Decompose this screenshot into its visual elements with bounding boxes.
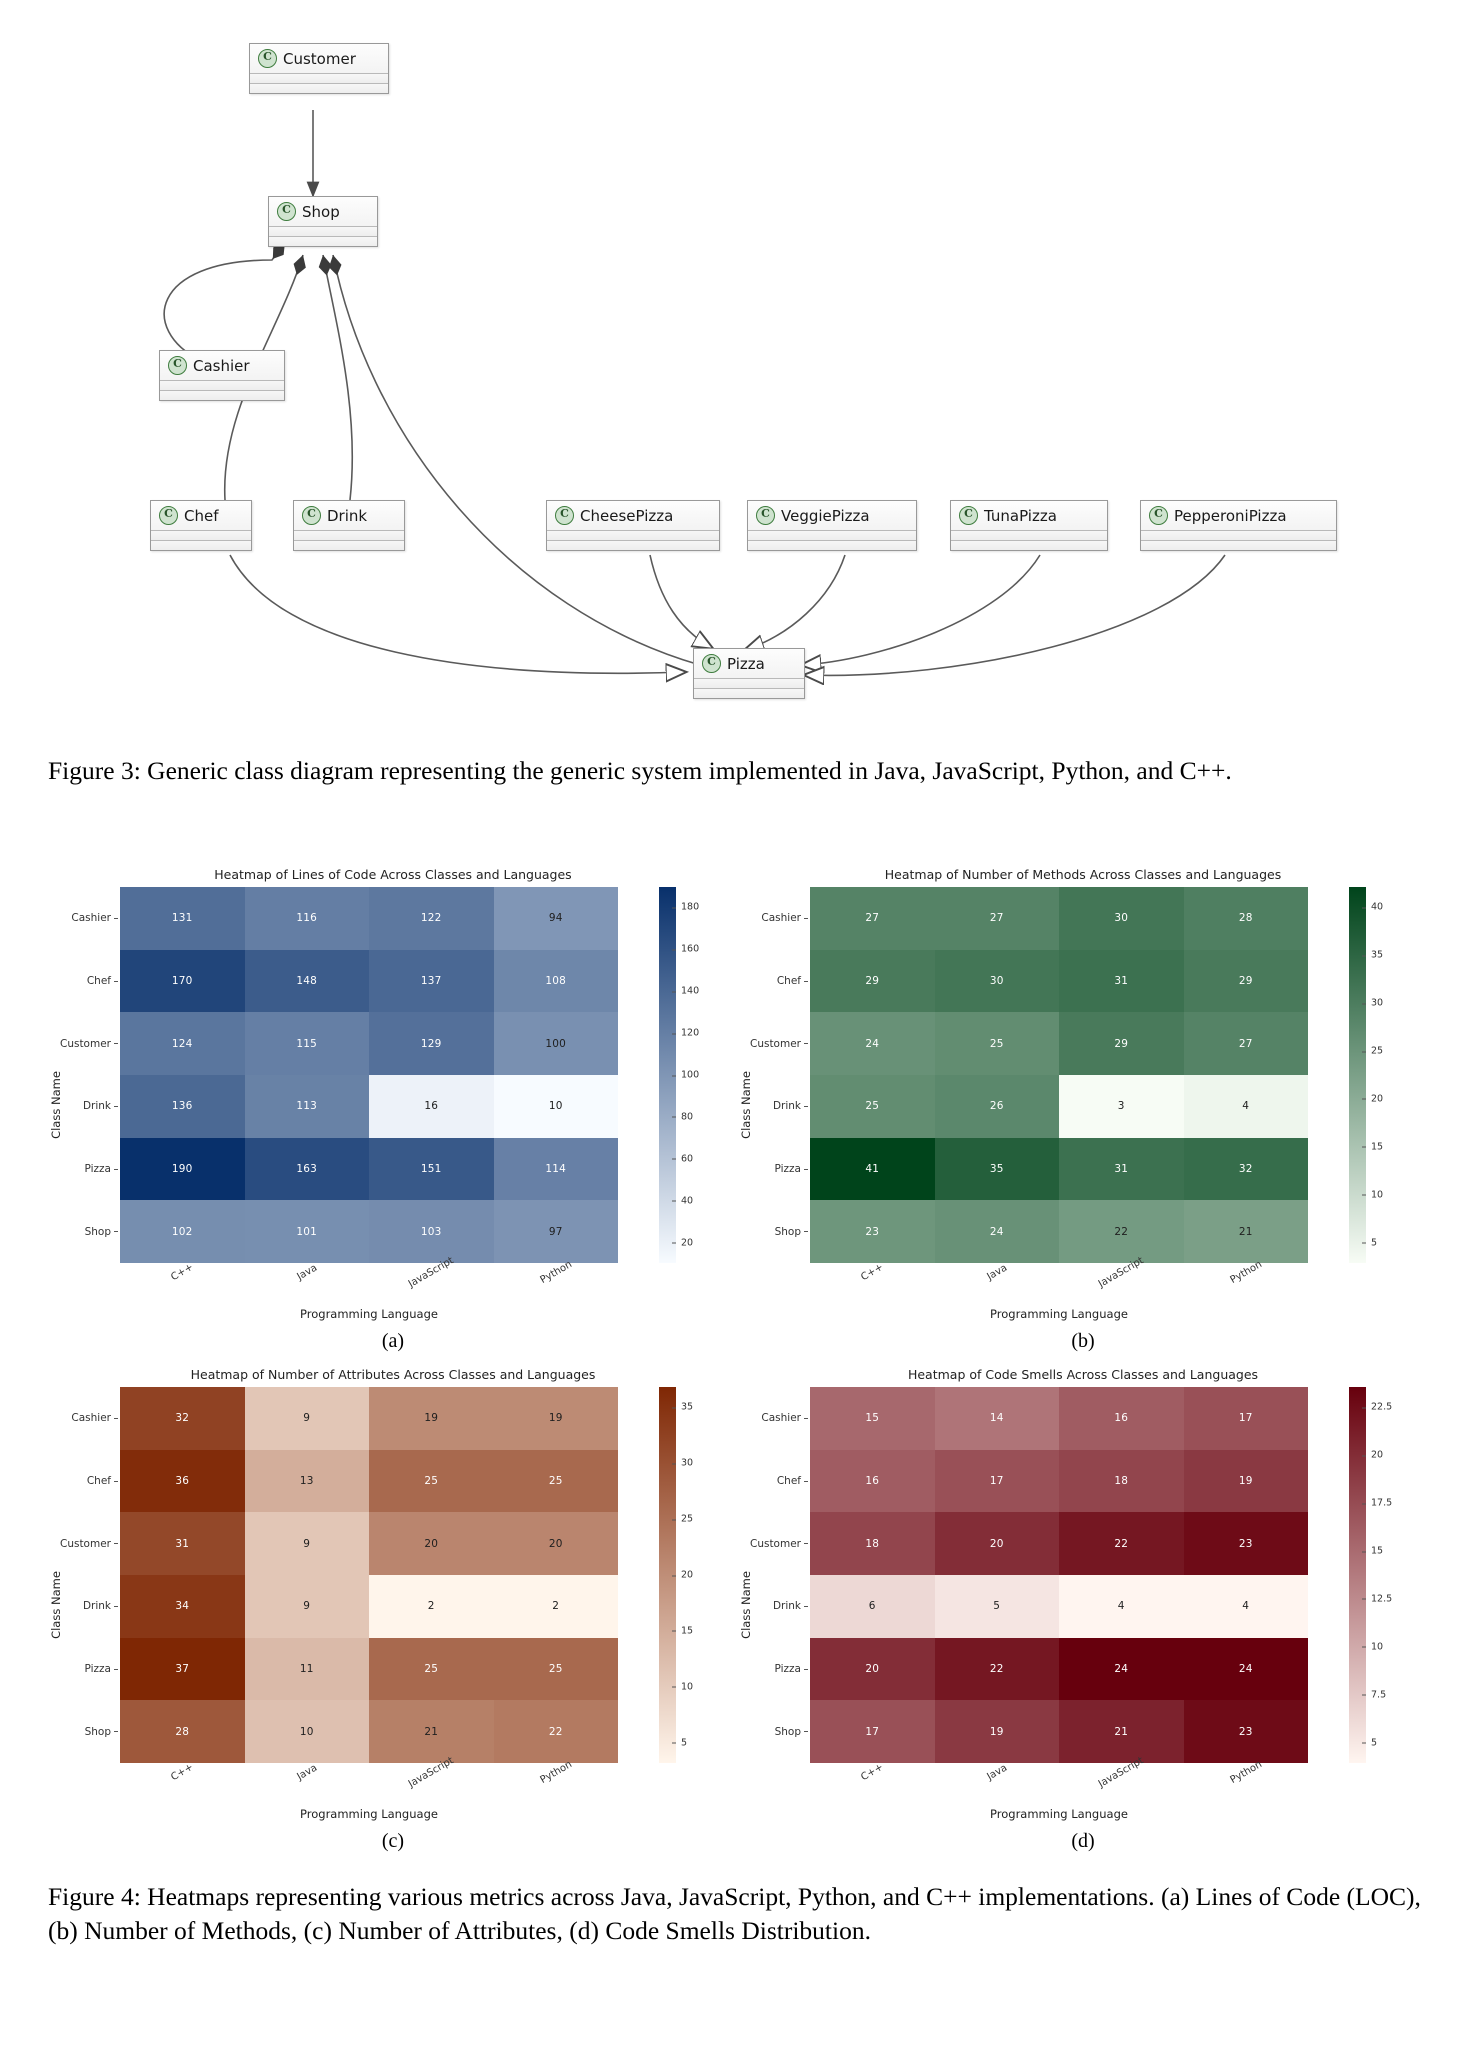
heatmap-c-ytick: Drink	[48, 1575, 118, 1638]
heatmap-cell: 25	[935, 1012, 1060, 1075]
heatmap-b-xtick: Python	[1227, 1259, 1264, 1286]
heatmap-c-ytick-labels	[48, 1387, 118, 1763]
heatmap-cell: 3	[1059, 1075, 1184, 1138]
heatmap-cell: 113	[245, 1075, 370, 1138]
uml-attributes-compartment	[269, 226, 377, 236]
heatmap-cell: 25	[494, 1638, 619, 1701]
uml-class-customer-label: Customer	[283, 49, 356, 68]
heatmap-cell: 9	[245, 1387, 370, 1450]
heatmap-c-ytick: Pizza	[48, 1638, 118, 1701]
heatmap-cell: 28	[120, 1700, 245, 1763]
heatmap-d-ytick: Pizza	[738, 1638, 808, 1701]
uml-class-cashier-label: Cashier	[193, 356, 250, 375]
heatmap-cell: 97	[494, 1200, 619, 1263]
heatmap-c-xtick-labels	[120, 1757, 618, 1797]
uml-methods-compartment	[694, 688, 804, 698]
heatmap-cell: 21	[1184, 1200, 1309, 1263]
heatmap-cell: 29	[1059, 1012, 1184, 1075]
heatmap-d-colorbar	[1349, 1387, 1366, 1763]
heatmap-d-colorbar-ticks	[1366, 1387, 1408, 1763]
heatmap-cell: 37	[120, 1638, 245, 1701]
heatmap-d-ytick: Cashier	[738, 1387, 808, 1450]
class-stereotype-icon: C	[277, 202, 296, 221]
heatmap-cell: 148	[245, 950, 370, 1013]
heatmap-cell: 2	[494, 1575, 619, 1638]
heatmap-d-plot	[810, 1387, 1308, 1763]
heatmap-a-ytick: Drink	[48, 1075, 118, 1138]
uml-class-shop[interactable]	[268, 196, 378, 247]
heatmap-d-cells	[810, 1387, 1308, 1763]
heatmap-number-of-attributes	[48, 1355, 738, 1855]
colorbar-tick: 5	[1366, 1237, 1377, 1248]
colorbar-tick: 20	[676, 1570, 693, 1581]
heatmap-d-ytick: Drink	[738, 1575, 808, 1638]
uml-methods-compartment	[951, 540, 1107, 550]
colorbar-tick: 20	[676, 1237, 693, 1248]
colorbar-tick: 40	[676, 1195, 693, 1206]
heatmap-cell: 17	[1184, 1387, 1309, 1450]
heatmap-cell: 31	[1059, 1138, 1184, 1201]
heatmap-cell: 163	[245, 1138, 370, 1201]
uml-class-veggiepizza[interactable]	[747, 500, 917, 551]
heatmap-c-colorbar-ticks	[676, 1387, 718, 1763]
heatmap-cell: 15	[810, 1387, 935, 1450]
uml-class-cheesepizza[interactable]	[546, 500, 720, 551]
heatmap-d-ylabel: Class Name	[739, 1571, 753, 1639]
heatmap-c-xlabel: Programming Language	[300, 1807, 438, 1821]
heatmap-b-ylabel: Class Name	[739, 1071, 753, 1139]
colorbar-tick: 17.5	[1366, 1498, 1392, 1509]
colorbar-tick: 5	[1366, 1737, 1377, 1748]
uml-attributes-compartment	[748, 530, 916, 540]
heatmap-b-plot	[810, 887, 1308, 1263]
heatmap-cell: 23	[810, 1200, 935, 1263]
heatmap-cell: 13	[245, 1450, 370, 1513]
heatmap-cell: 25	[369, 1638, 494, 1701]
uml-class-pepperonipizza[interactable]	[1140, 500, 1337, 551]
heatmap-cell: 18	[810, 1512, 935, 1575]
heatmap-d-ytick: Customer	[738, 1512, 808, 1575]
heatmap-b-title: Heatmap of Number of Methods Across Classes and Languages	[884, 867, 1282, 882]
heatmap-lines-of-code	[48, 855, 738, 1355]
heatmap-d-subcaption: (d)	[1071, 1830, 1095, 1852]
uml-class-drink[interactable]	[293, 500, 405, 551]
colorbar-tick: 12.5	[1366, 1593, 1392, 1604]
heatmap-c-ytick: Chef	[48, 1450, 118, 1513]
heatmap-d-ytick: Shop	[738, 1700, 808, 1763]
heatmap-c-plot	[120, 1387, 618, 1763]
heatmap-b-xlabel: Programming Language	[990, 1307, 1128, 1321]
heatmap-cell: 6	[810, 1575, 935, 1638]
heatmap-cell: 151	[369, 1138, 494, 1201]
heatmap-a-xtick: JavaScript	[406, 1255, 456, 1290]
colorbar-tick: 7.5	[1366, 1689, 1386, 1700]
uml-methods-compartment	[250, 83, 388, 93]
heatmap-b-xtick: C++	[859, 1261, 886, 1284]
uml-methods-compartment	[748, 540, 916, 550]
heatmap-cell: 122	[369, 887, 494, 950]
heatmap-a-xtick-labels	[120, 1257, 618, 1297]
heatmap-cell: 124	[120, 1012, 245, 1075]
uml-class-customer[interactable]	[249, 43, 389, 94]
uml-attributes-compartment	[250, 73, 388, 83]
heatmap-cell: 101	[245, 1200, 370, 1263]
heatmap-cell: 22	[935, 1638, 1060, 1701]
heatmap-cell: 17	[810, 1700, 935, 1763]
heatmap-cell: 22	[1059, 1200, 1184, 1263]
heatmap-cell: 137	[369, 950, 494, 1013]
uml-class-cheesepizza-label: CheesePizza	[580, 506, 674, 525]
uml-attributes-compartment	[160, 380, 284, 390]
uml-methods-compartment	[151, 540, 251, 550]
class-stereotype-icon: C	[302, 506, 321, 525]
colorbar-tick: 15	[1366, 1141, 1383, 1152]
heatmap-a-xtick: Java	[294, 1262, 319, 1283]
heatmap-a-ytick-labels	[48, 887, 118, 1263]
heatmap-c-xtick: Java	[294, 1762, 319, 1783]
class-stereotype-icon: C	[1149, 506, 1168, 525]
colorbar-tick: 15	[1366, 1546, 1383, 1557]
heatmap-cell: 28	[1184, 887, 1309, 950]
heatmap-cell: 170	[120, 950, 245, 1013]
uml-class-pepperonipizza-label: PepperoniPizza	[1174, 506, 1287, 525]
heatmap-code-smells	[738, 1355, 1428, 1855]
uml-class-tunapizza[interactable]	[950, 500, 1108, 551]
heatmap-a-colorbar-ticks	[676, 887, 718, 1263]
uml-class-cashier-header	[160, 351, 284, 380]
colorbar-tick: 60	[676, 1153, 693, 1164]
heatmap-a-xlabel: Programming Language	[300, 1307, 438, 1321]
heatmap-cell: 35	[935, 1138, 1060, 1201]
heatmap-cell: 27	[810, 887, 935, 950]
heatmap-cell: 41	[810, 1138, 935, 1201]
heatmap-cell: 24	[1059, 1638, 1184, 1701]
heatmap-d-xtick: Python	[1227, 1759, 1264, 1786]
uml-attributes-compartment	[1141, 530, 1336, 540]
uml-class-chef[interactable]	[150, 500, 252, 551]
heatmap-cell: 23	[1184, 1512, 1309, 1575]
heatmap-cell: 21	[369, 1700, 494, 1763]
heatmap-cell: 20	[369, 1512, 494, 1575]
heatmap-cell: 136	[120, 1075, 245, 1138]
colorbar-tick: 30	[1366, 998, 1383, 1009]
heatmap-a-cells	[120, 887, 618, 1263]
heatmap-a-ytick: Cashier	[48, 887, 118, 950]
heatmap-d-xtick: JavaScript	[1096, 1755, 1146, 1790]
heatmap-d-xtick-labels	[810, 1757, 1308, 1797]
colorbar-tick: 100	[676, 1070, 699, 1081]
heatmap-b-xtick: Java	[984, 1262, 1009, 1283]
heatmap-cell: 30	[935, 950, 1060, 1013]
heatmap-a-subcaption: (a)	[381, 1330, 405, 1352]
heatmap-cell: 4	[1184, 1075, 1309, 1138]
heatmap-cell: 20	[935, 1512, 1060, 1575]
uml-methods-compartment	[547, 540, 719, 550]
colorbar-tick: 20	[1366, 1093, 1383, 1104]
heatmap-cell: 29	[810, 950, 935, 1013]
figure-4-heatmaps	[48, 855, 1428, 1855]
uml-attributes-compartment	[294, 530, 404, 540]
heatmap-c-title: Heatmap of Number of Attributes Across Classes and Languages	[190, 1367, 596, 1382]
heatmap-cell: 22	[494, 1700, 619, 1763]
colorbar-tick: 25	[1366, 1046, 1383, 1057]
heatmap-cell: 9	[245, 1575, 370, 1638]
uml-class-chef-header	[151, 501, 251, 530]
heatmap-c-ytick: Cashier	[48, 1387, 118, 1450]
heatmap-cell: 36	[120, 1450, 245, 1513]
colorbar-tick: 15	[676, 1625, 693, 1636]
heatmap-cell: 24	[935, 1200, 1060, 1263]
colorbar-tick: 22.5	[1366, 1402, 1392, 1413]
heatmap-b-ytick: Pizza	[738, 1138, 808, 1201]
colorbar-tick: 35	[676, 1402, 693, 1413]
heatmap-d-xtick: C++	[859, 1761, 886, 1784]
heatmap-c-cells	[120, 1387, 618, 1763]
heatmap-cell: 131	[120, 887, 245, 950]
heatmap-cell: 25	[494, 1450, 619, 1513]
colorbar-tick: 10	[1366, 1641, 1383, 1652]
uml-methods-compartment	[269, 236, 377, 246]
heatmap-a-xtick: Python	[537, 1259, 574, 1286]
heatmap-cell: 32	[1184, 1138, 1309, 1201]
colorbar-tick: 160	[676, 944, 699, 955]
colorbar-tick: 140	[676, 986, 699, 997]
heatmap-c-xtick: Python	[537, 1759, 574, 1786]
colorbar-tick: 35	[1366, 950, 1383, 961]
figure-3-class-diagram	[40, 10, 1370, 745]
uml-class-pepperonipizza-header	[1141, 501, 1336, 530]
uml-methods-compartment	[160, 390, 284, 400]
heatmap-c-subcaption: (c)	[381, 1830, 405, 1852]
heatmap-cell: 18	[1059, 1450, 1184, 1513]
colorbar-tick: 40	[1366, 902, 1383, 913]
uml-methods-compartment	[294, 540, 404, 550]
heatmap-cell: 19	[1184, 1450, 1309, 1513]
uml-methods-compartment	[1141, 540, 1336, 550]
heatmap-b-ytick: Shop	[738, 1200, 808, 1263]
heatmap-cell: 16	[1059, 1387, 1184, 1450]
heatmap-cell: 31	[120, 1512, 245, 1575]
heatmap-a-ytick: Shop	[48, 1200, 118, 1263]
heatmap-b-ytick: Customer	[738, 1012, 808, 1075]
heatmap-cell: 10	[494, 1075, 619, 1138]
heatmap-b-colorbar-ticks	[1366, 887, 1408, 1263]
heatmap-b-ytick: Cashier	[738, 887, 808, 950]
heatmap-d-ytick: Chef	[738, 1450, 808, 1513]
class-stereotype-icon: C	[959, 506, 978, 525]
heatmap-b-subcaption: (b)	[1071, 1330, 1095, 1352]
heatmap-c-ytick: Customer	[48, 1512, 118, 1575]
heatmap-cell: 10	[245, 1700, 370, 1763]
heatmap-cell: 16	[810, 1450, 935, 1513]
heatmap-cell: 102	[120, 1200, 245, 1263]
uml-class-pizza-header	[694, 649, 804, 678]
colorbar-tick: 10	[676, 1681, 693, 1692]
heatmap-d-xtick: Java	[984, 1762, 1009, 1783]
colorbar-tick: 10	[1366, 1189, 1383, 1200]
class-stereotype-icon: C	[258, 49, 277, 68]
heatmap-a-plot	[120, 887, 618, 1263]
heatmap-b-ytick-labels	[738, 887, 808, 1263]
figure-3-caption: Figure 3: Generic class diagram representing the generic system implemented in Java, JavaScript, Python, and C++.	[48, 756, 1232, 785]
uml-class-shop-header	[269, 197, 377, 226]
heatmap-b-cells	[810, 887, 1308, 1263]
heatmap-b-xtick-labels	[810, 1257, 1308, 1297]
heatmap-cell: 20	[494, 1512, 619, 1575]
uml-class-veggiepizza-label: VeggiePizza	[781, 506, 870, 525]
uml-attributes-compartment	[547, 530, 719, 540]
uml-class-tunapizza-label: TunaPizza	[984, 506, 1057, 525]
colorbar-tick: 120	[676, 1028, 699, 1039]
heatmap-cell: 30	[1059, 887, 1184, 950]
heatmap-cell: 94	[494, 887, 619, 950]
colorbar-tick: 5	[676, 1737, 687, 1748]
heatmap-b-ytick: Chef	[738, 950, 808, 1013]
heatmap-a-ylabel: Class Name	[49, 1071, 63, 1139]
uml-attributes-compartment	[951, 530, 1107, 540]
uml-class-chef-label: Chef	[184, 506, 219, 525]
uml-class-pizza[interactable]	[693, 648, 805, 699]
uml-class-veggiepizza-header	[748, 501, 916, 530]
heatmap-cell: 19	[935, 1700, 1060, 1763]
heatmap-cell: 22	[1059, 1512, 1184, 1575]
uml-class-tunapizza-header	[951, 501, 1107, 530]
heatmap-c-xtick: JavaScript	[406, 1755, 456, 1790]
class-stereotype-icon: C	[168, 356, 187, 375]
class-stereotype-icon: C	[555, 506, 574, 525]
heatmap-b-xtick: JavaScript	[1096, 1255, 1146, 1290]
class-stereotype-icon: C	[159, 506, 178, 525]
heatmap-cell: 21	[1059, 1700, 1184, 1763]
colorbar-tick: 80	[676, 1111, 693, 1122]
heatmap-a-xtick: C++	[169, 1261, 196, 1284]
uml-class-cashier[interactable]	[159, 350, 285, 401]
heatmap-cell: 32	[120, 1387, 245, 1450]
heatmap-cell: 27	[935, 887, 1060, 950]
heatmap-d-title: Heatmap of Code Smells Across Classes and Languages	[907, 1367, 1259, 1382]
heatmap-cell: 116	[245, 887, 370, 950]
heatmap-cell: 2	[369, 1575, 494, 1638]
heatmap-b-ytick: Drink	[738, 1075, 808, 1138]
heatmap-cell: 5	[935, 1575, 1060, 1638]
figure-4-caption: Figure 4: Heatmaps representing various metrics across Java, JavaScript, Python, and C++ implementations. (a) Lines of Code (LOC), (b) Number of Methods, (c) Number of Attributes, (d) Code Smells Distribution.	[48, 1882, 1421, 1945]
heatmap-cell: 4	[1059, 1575, 1184, 1638]
heatmap-cell: 34	[120, 1575, 245, 1638]
heatmap-cell: 17	[935, 1450, 1060, 1513]
heatmap-cell: 14	[935, 1387, 1060, 1450]
heatmap-c-xtick: C++	[169, 1761, 196, 1784]
heatmap-cell: 11	[245, 1638, 370, 1701]
class-stereotype-icon: C	[702, 654, 721, 673]
uml-class-shop-label: Shop	[302, 202, 340, 221]
colorbar-tick: 25	[676, 1514, 693, 1525]
heatmap-cell: 31	[1059, 950, 1184, 1013]
heatmap-cell: 19	[369, 1387, 494, 1450]
heatmap-a-ytick: Pizza	[48, 1138, 118, 1201]
uml-class-cheesepizza-header	[547, 501, 719, 530]
heatmap-cell: 190	[120, 1138, 245, 1201]
heatmap-a-ytick: Chef	[48, 950, 118, 1013]
heatmap-cell: 16	[369, 1075, 494, 1138]
uml-class-customer-header	[250, 44, 388, 73]
colorbar-tick: 30	[676, 1458, 693, 1469]
heatmap-cell: 9	[245, 1512, 370, 1575]
uml-class-drink-label: Drink	[327, 506, 368, 525]
heatmap-c-ylabel: Class Name	[49, 1571, 63, 1639]
heatmap-cell: 20	[810, 1638, 935, 1701]
heatmap-d-xlabel: Programming Language	[990, 1807, 1128, 1821]
heatmap-c-ytick: Shop	[48, 1700, 118, 1763]
heatmap-cell: 108	[494, 950, 619, 1013]
heatmap-cell: 26	[935, 1075, 1060, 1138]
heatmap-cell: 29	[1184, 950, 1309, 1013]
heatmap-cell: 24	[810, 1012, 935, 1075]
heatmap-cell: 25	[810, 1075, 935, 1138]
uml-class-drink-header	[294, 501, 404, 530]
heatmap-cell: 19	[494, 1387, 619, 1450]
heatmap-cell: 100	[494, 1012, 619, 1075]
uml-class-pizza-label: Pizza	[727, 654, 765, 673]
heatmap-a-title: Heatmap of Lines of Code Across Classes and Languages	[214, 867, 572, 882]
heatmap-cell: 27	[1184, 1012, 1309, 1075]
heatmap-cell: 103	[369, 1200, 494, 1263]
uml-attributes-compartment	[694, 678, 804, 688]
heatmap-cell: 24	[1184, 1638, 1309, 1701]
colorbar-tick: 20	[1366, 1450, 1383, 1461]
heatmap-cell: 4	[1184, 1575, 1309, 1638]
heatmap-cell: 115	[245, 1012, 370, 1075]
uml-attributes-compartment	[151, 530, 251, 540]
colorbar-tick: 180	[676, 902, 699, 913]
heatmap-a-ytick: Customer	[48, 1012, 118, 1075]
heatmap-number-of-methods	[738, 855, 1428, 1355]
heatmap-cell: 114	[494, 1138, 619, 1201]
heatmap-cell: 25	[369, 1450, 494, 1513]
heatmap-d-ytick-labels	[738, 1387, 808, 1763]
heatmap-cell: 23	[1184, 1700, 1309, 1763]
heatmap-b-colorbar	[1349, 887, 1366, 1263]
heatmap-cell: 129	[369, 1012, 494, 1075]
class-stereotype-icon: C	[756, 506, 775, 525]
